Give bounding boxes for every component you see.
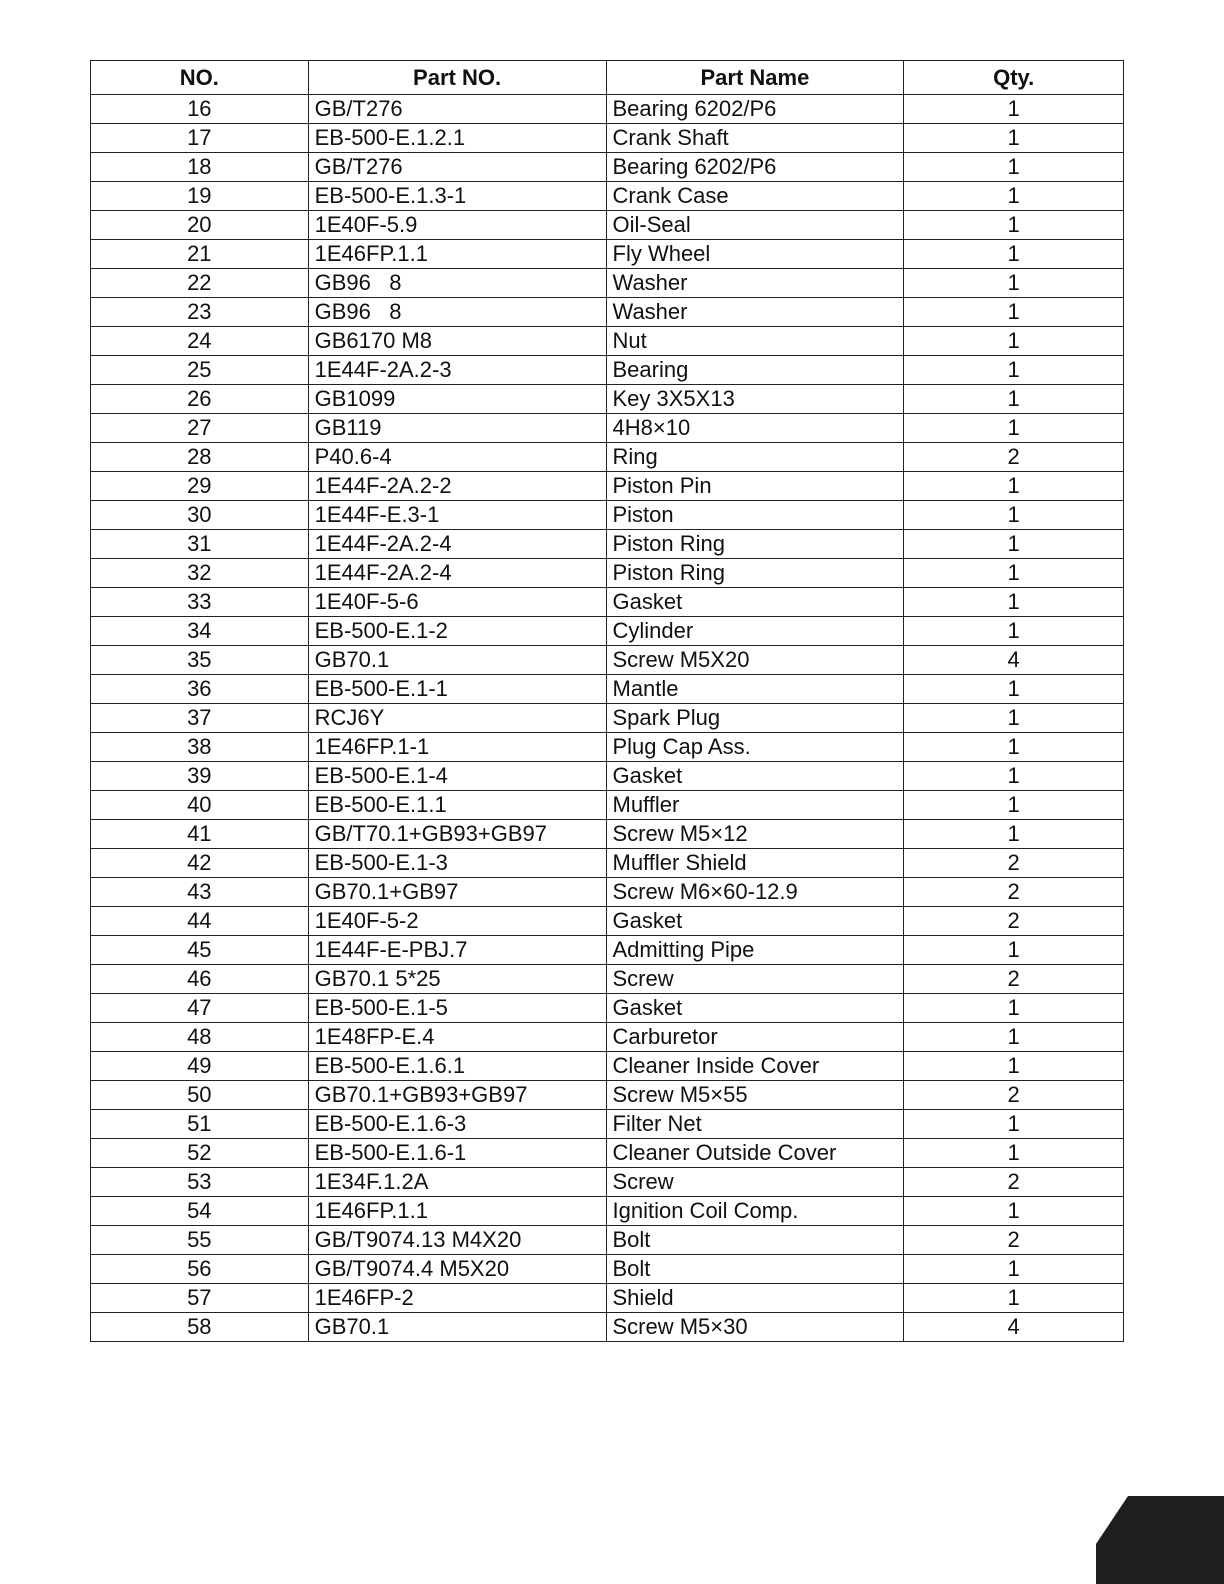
cell-qty: 1 bbox=[904, 1255, 1124, 1284]
table-row bbox=[91, 617, 1124, 646]
cell-no: 39 bbox=[91, 762, 309, 791]
cell-no: 32 bbox=[91, 559, 309, 588]
cell-part-no: EB-500-E.1-4 bbox=[308, 762, 606, 791]
cell-part-name: Cleaner Outside Cover bbox=[606, 1139, 904, 1168]
cell-part-no: 1E34F.1.2A bbox=[308, 1168, 606, 1197]
cell-no: 33 bbox=[91, 588, 309, 617]
cell-part-name: Mantle bbox=[606, 675, 904, 704]
cell-no: 22 bbox=[91, 269, 309, 298]
table-row bbox=[91, 907, 1124, 936]
cell-no: 24 bbox=[91, 327, 309, 356]
cell-qty: 1 bbox=[904, 182, 1124, 211]
cell-no: 36 bbox=[91, 675, 309, 704]
cell-qty: 1 bbox=[904, 298, 1124, 327]
table-row bbox=[91, 182, 1124, 211]
cell-part-name: Crank Shaft bbox=[606, 124, 904, 153]
cell-qty: 1 bbox=[904, 1052, 1124, 1081]
cell-qty: 2 bbox=[904, 907, 1124, 936]
cell-part-no: 1E40F-5-2 bbox=[308, 907, 606, 936]
table-row bbox=[91, 95, 1124, 124]
cell-qty: 1 bbox=[904, 153, 1124, 182]
cell-qty: 1 bbox=[904, 124, 1124, 153]
table-row bbox=[91, 878, 1124, 907]
table-row bbox=[91, 1255, 1124, 1284]
cell-part-name: Bearing 6202/P6 bbox=[606, 153, 904, 182]
cell-part-no: 1E46FP.1.1 bbox=[308, 240, 606, 269]
table-row bbox=[91, 791, 1124, 820]
table-row bbox=[91, 820, 1124, 849]
cell-no: 40 bbox=[91, 791, 309, 820]
cell-part-name: Carburetor bbox=[606, 1023, 904, 1052]
cell-part-no: GB/T9074.4 M5X20 bbox=[308, 1255, 606, 1284]
cell-no: 19 bbox=[91, 182, 309, 211]
cell-part-name: Gasket bbox=[606, 762, 904, 791]
cell-part-no: GB70.1+GB93+GB97 bbox=[308, 1081, 606, 1110]
cell-part-name: Plug Cap Ass. bbox=[606, 733, 904, 762]
cell-qty: 2 bbox=[904, 443, 1124, 472]
cell-qty: 4 bbox=[904, 1313, 1124, 1342]
cell-part-name: Gasket bbox=[606, 588, 904, 617]
cell-no: 30 bbox=[91, 501, 309, 530]
parts-table bbox=[90, 60, 1124, 1342]
table-row bbox=[91, 588, 1124, 617]
cell-part-name: Bearing bbox=[606, 356, 904, 385]
table-row bbox=[91, 1052, 1124, 1081]
cell-part-name: Washer bbox=[606, 269, 904, 298]
cell-qty: 1 bbox=[904, 791, 1124, 820]
cell-part-no: EB-500-E.1.6-3 bbox=[308, 1110, 606, 1139]
cell-part-name: Piston bbox=[606, 501, 904, 530]
table-row bbox=[91, 1023, 1124, 1052]
cell-no: 53 bbox=[91, 1168, 309, 1197]
cell-part-no: 1E48FP-E.4 bbox=[308, 1023, 606, 1052]
cell-no: 25 bbox=[91, 356, 309, 385]
cell-part-no: GB6170 M8 bbox=[308, 327, 606, 356]
cell-qty: 1 bbox=[904, 588, 1124, 617]
cell-qty: 4 bbox=[904, 646, 1124, 675]
cell-no: 56 bbox=[91, 1255, 309, 1284]
table-row bbox=[91, 1081, 1124, 1110]
table-row bbox=[91, 269, 1124, 298]
cell-part-no: GB70.1 bbox=[308, 1313, 606, 1342]
cell-qty: 1 bbox=[904, 704, 1124, 733]
cell-part-no: GB/T276 bbox=[308, 95, 606, 124]
cell-part-no: GB96 8 bbox=[308, 298, 606, 327]
cell-qty: 1 bbox=[904, 211, 1124, 240]
cell-part-name: Filter Net bbox=[606, 1110, 904, 1139]
table-row bbox=[91, 1313, 1124, 1342]
header-no: NO. bbox=[91, 61, 309, 95]
cell-part-no: EB-500-E.1-3 bbox=[308, 849, 606, 878]
cell-qty: 1 bbox=[904, 1284, 1124, 1313]
cell-part-no: EB-500-E.1.2.1 bbox=[308, 124, 606, 153]
table-row bbox=[91, 762, 1124, 791]
cell-qty: 1 bbox=[904, 994, 1124, 1023]
cell-no: 31 bbox=[91, 530, 309, 559]
table-row bbox=[91, 675, 1124, 704]
table-row bbox=[91, 298, 1124, 327]
cell-part-no: GB96 8 bbox=[308, 269, 606, 298]
cell-part-no: EB-500-E.1.3-1 bbox=[308, 182, 606, 211]
cell-no: 28 bbox=[91, 443, 309, 472]
table-row bbox=[91, 385, 1124, 414]
cell-qty: 1 bbox=[904, 762, 1124, 791]
cell-part-no: EB-500-E.1.6.1 bbox=[308, 1052, 606, 1081]
cell-no: 37 bbox=[91, 704, 309, 733]
parts-table-body bbox=[91, 95, 1124, 1342]
cell-part-name: Spark Plug bbox=[606, 704, 904, 733]
cell-no: 38 bbox=[91, 733, 309, 762]
cell-no: 47 bbox=[91, 994, 309, 1023]
cell-qty: 1 bbox=[904, 733, 1124, 762]
table-row bbox=[91, 1139, 1124, 1168]
cell-part-name: Muffler Shield bbox=[606, 849, 904, 878]
cell-part-no: EB-500-E.1-5 bbox=[308, 994, 606, 1023]
page-corner-tab-shape bbox=[1096, 1496, 1224, 1584]
cell-qty: 2 bbox=[904, 849, 1124, 878]
cell-part-name: Screw M5X20 bbox=[606, 646, 904, 675]
cell-qty: 1 bbox=[904, 95, 1124, 124]
cell-part-no: EB-500-E.1.6-1 bbox=[308, 1139, 606, 1168]
cell-part-name: Screw bbox=[606, 1168, 904, 1197]
header-part-no: Part NO. bbox=[308, 61, 606, 95]
cell-no: 35 bbox=[91, 646, 309, 675]
cell-no: 50 bbox=[91, 1081, 309, 1110]
cell-no: 43 bbox=[91, 878, 309, 907]
cell-part-no: 1E44F-2A.2-4 bbox=[308, 530, 606, 559]
cell-part-no: EB-500-E.1-1 bbox=[308, 675, 606, 704]
cell-qty: 1 bbox=[904, 269, 1124, 298]
cell-no: 54 bbox=[91, 1197, 309, 1226]
cell-part-name: Fly Wheel bbox=[606, 240, 904, 269]
table-row bbox=[91, 1284, 1124, 1313]
cell-part-no: GB70.1 5*25 bbox=[308, 965, 606, 994]
cell-qty: 2 bbox=[904, 1226, 1124, 1255]
cell-qty: 1 bbox=[904, 472, 1124, 501]
cell-part-no: GB119 bbox=[308, 414, 606, 443]
cell-qty: 1 bbox=[904, 1023, 1124, 1052]
cell-qty: 2 bbox=[904, 878, 1124, 907]
header-part-name: Part Name bbox=[606, 61, 904, 95]
table-row bbox=[91, 1110, 1124, 1139]
cell-qty: 1 bbox=[904, 1197, 1124, 1226]
table-row bbox=[91, 1226, 1124, 1255]
table-row bbox=[91, 733, 1124, 762]
table-row bbox=[91, 501, 1124, 530]
parts-table-header bbox=[91, 61, 1124, 95]
cell-no: 29 bbox=[91, 472, 309, 501]
cell-part-no: 1E40F-5-6 bbox=[308, 588, 606, 617]
cell-qty: 1 bbox=[904, 1139, 1124, 1168]
table-row bbox=[91, 646, 1124, 675]
cell-no: 18 bbox=[91, 153, 309, 182]
cell-no: 23 bbox=[91, 298, 309, 327]
cell-part-no: 1E46FP.1-1 bbox=[308, 733, 606, 762]
cell-part-no: GB70.1+GB97 bbox=[308, 878, 606, 907]
table-row bbox=[91, 327, 1124, 356]
cell-part-name: Oil-Seal bbox=[606, 211, 904, 240]
cell-no: 20 bbox=[91, 211, 309, 240]
cell-part-name: Admitting Pipe bbox=[606, 936, 904, 965]
cell-part-name: Key 3X5X13 bbox=[606, 385, 904, 414]
cell-part-name: Nut bbox=[606, 327, 904, 356]
cell-no: 41 bbox=[91, 820, 309, 849]
table-row bbox=[91, 559, 1124, 588]
cell-part-no: EB-500-E.1.1 bbox=[308, 791, 606, 820]
cell-part-name: Ignition Coil Comp. bbox=[606, 1197, 904, 1226]
table-row bbox=[91, 211, 1124, 240]
cell-qty: 1 bbox=[904, 675, 1124, 704]
cell-no: 26 bbox=[91, 385, 309, 414]
cell-part-name: Washer bbox=[606, 298, 904, 327]
table-row bbox=[91, 994, 1124, 1023]
cell-part-name: Screw bbox=[606, 965, 904, 994]
cell-no: 57 bbox=[91, 1284, 309, 1313]
cell-qty: 1 bbox=[904, 385, 1124, 414]
cell-part-no: 1E40F-5.9 bbox=[308, 211, 606, 240]
cell-qty: 1 bbox=[904, 501, 1124, 530]
cell-qty: 1 bbox=[904, 617, 1124, 646]
cell-no: 44 bbox=[91, 907, 309, 936]
cell-no: 27 bbox=[91, 414, 309, 443]
cell-qty: 2 bbox=[904, 1081, 1124, 1110]
cell-part-name: 4H8×10 bbox=[606, 414, 904, 443]
cell-part-no: GB70.1 bbox=[308, 646, 606, 675]
table-row bbox=[91, 965, 1124, 994]
header-qty: Qty. bbox=[904, 61, 1124, 95]
cell-part-name: Screw M5×12 bbox=[606, 820, 904, 849]
cell-no: 45 bbox=[91, 936, 309, 965]
cell-part-name: Screw M5×30 bbox=[606, 1313, 904, 1342]
cell-no: 17 bbox=[91, 124, 309, 153]
cell-no: 51 bbox=[91, 1110, 309, 1139]
cell-part-no: P40.6-4 bbox=[308, 443, 606, 472]
cell-qty: 1 bbox=[904, 240, 1124, 269]
cell-part-name: Screw M5×55 bbox=[606, 1081, 904, 1110]
cell-part-name: Gasket bbox=[606, 994, 904, 1023]
table-row bbox=[91, 356, 1124, 385]
cell-qty: 2 bbox=[904, 965, 1124, 994]
table-row bbox=[91, 704, 1124, 733]
table-row bbox=[91, 849, 1124, 878]
cell-part-name: Cylinder bbox=[606, 617, 904, 646]
cell-part-no: 1E46FP.1.1 bbox=[308, 1197, 606, 1226]
cell-part-name: Shield bbox=[606, 1284, 904, 1313]
cell-part-no: 1E44F-2A.2-3 bbox=[308, 356, 606, 385]
cell-no: 58 bbox=[91, 1313, 309, 1342]
cell-part-no: 1E44F-2A.2-4 bbox=[308, 559, 606, 588]
cell-part-name: Bolt bbox=[606, 1226, 904, 1255]
cell-part-no: 1E46FP-2 bbox=[308, 1284, 606, 1313]
cell-part-name: Gasket bbox=[606, 907, 904, 936]
table-row bbox=[91, 153, 1124, 182]
cell-qty: 1 bbox=[904, 414, 1124, 443]
table-row bbox=[91, 443, 1124, 472]
cell-qty: 1 bbox=[904, 820, 1124, 849]
cell-part-name: Screw M6×60-12.9 bbox=[606, 878, 904, 907]
cell-qty: 1 bbox=[904, 936, 1124, 965]
cell-part-name: Bolt bbox=[606, 1255, 904, 1284]
cell-no: 55 bbox=[91, 1226, 309, 1255]
page-corner-tab bbox=[1096, 1496, 1224, 1584]
cell-part-name: Muffler bbox=[606, 791, 904, 820]
cell-part-no: GB1099 bbox=[308, 385, 606, 414]
table-row bbox=[91, 414, 1124, 443]
cell-part-name: Ring bbox=[606, 443, 904, 472]
cell-qty: 1 bbox=[904, 356, 1124, 385]
cell-part-name: Piston Pin bbox=[606, 472, 904, 501]
cell-no: 52 bbox=[91, 1139, 309, 1168]
cell-no: 49 bbox=[91, 1052, 309, 1081]
cell-qty: 1 bbox=[904, 559, 1124, 588]
cell-no: 21 bbox=[91, 240, 309, 269]
cell-part-no: 1E44F-E.3-1 bbox=[308, 501, 606, 530]
cell-part-name: Bearing 6202/P6 bbox=[606, 95, 904, 124]
cell-part-name: Piston Ring bbox=[606, 559, 904, 588]
cell-no: 42 bbox=[91, 849, 309, 878]
table-row bbox=[91, 1197, 1124, 1226]
table-row bbox=[91, 240, 1124, 269]
cell-qty: 2 bbox=[904, 1168, 1124, 1197]
cell-part-name: Crank Case bbox=[606, 182, 904, 211]
cell-part-no: 1E44F-2A.2-2 bbox=[308, 472, 606, 501]
cell-part-no: RCJ6Y bbox=[308, 704, 606, 733]
cell-qty: 1 bbox=[904, 1110, 1124, 1139]
cell-part-name: Piston Ring bbox=[606, 530, 904, 559]
cell-no: 46 bbox=[91, 965, 309, 994]
table-row bbox=[91, 936, 1124, 965]
cell-part-no: GB/T9074.13 M4X20 bbox=[308, 1226, 606, 1255]
table-row bbox=[91, 472, 1124, 501]
cell-no: 16 bbox=[91, 95, 309, 124]
table-row bbox=[91, 530, 1124, 559]
table-row bbox=[91, 124, 1124, 153]
cell-qty: 1 bbox=[904, 327, 1124, 356]
cell-qty: 1 bbox=[904, 530, 1124, 559]
cell-part-no: 1E44F-E-PBJ.7 bbox=[308, 936, 606, 965]
table-row bbox=[91, 1168, 1124, 1197]
cell-no: 48 bbox=[91, 1023, 309, 1052]
cell-part-name: Cleaner Inside Cover bbox=[606, 1052, 904, 1081]
cell-part-no: GB/T276 bbox=[308, 153, 606, 182]
cell-part-no: GB/T70.1+GB93+GB97 bbox=[308, 820, 606, 849]
cell-no: 34 bbox=[91, 617, 309, 646]
cell-part-no: EB-500-E.1-2 bbox=[308, 617, 606, 646]
header-row bbox=[91, 61, 1124, 95]
